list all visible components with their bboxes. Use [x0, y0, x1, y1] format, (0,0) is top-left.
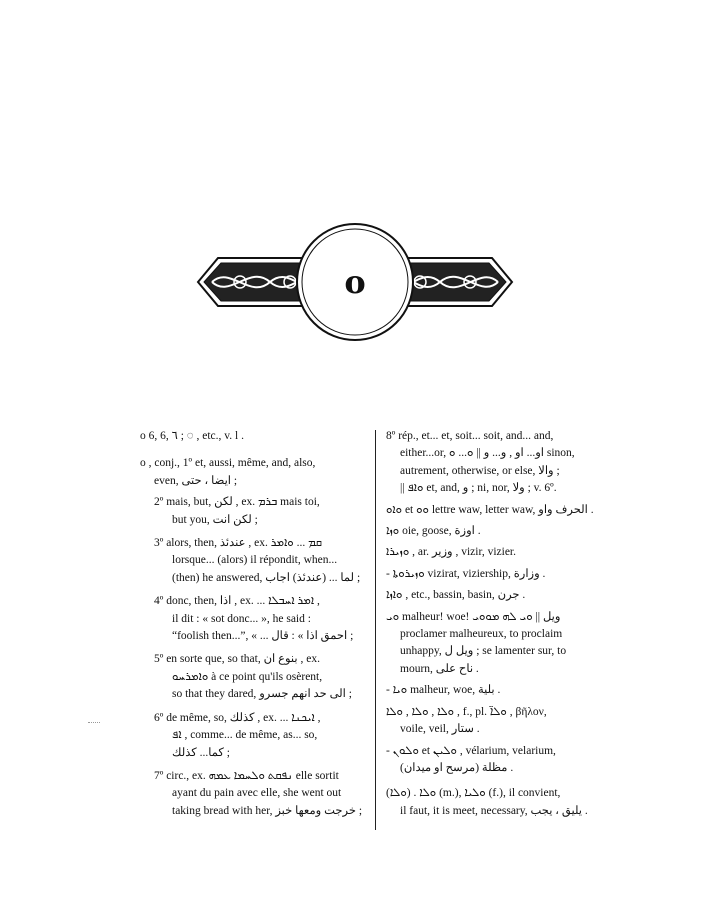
- entry-line: ܘܙܐ oie, goose, اوزة .: [386, 525, 481, 538]
- entry-line: voile, veil, ستار .: [400, 723, 480, 736]
- entry-line: but you, لكن انت ;: [172, 513, 258, 526]
- entry-line: (then) he answered, لما ... (عندئذ) اجاب ;: [172, 571, 361, 584]
- entry-line: - ܘܙܝܪܘܬܐ vizirat, viziership, وزارة .: [386, 567, 546, 580]
- entry-line: 2º mais, but, لكن , ex. ܒܪܡ mais toi,: [154, 496, 320, 509]
- left-column: [140, 428, 368, 826]
- header-ornament: [190, 220, 520, 345]
- entry-line: 8º rép., et... et, soit... soit, and... and,: [386, 430, 554, 442]
- entry-line: (ܘܠܐ) . ܘܠܐ (m.), ܘܠܝܐ (f.), il convient,: [386, 787, 561, 800]
- entry-line: ܘܙܝܪܐ , ar. وزير , vizir, vizier.: [386, 546, 517, 559]
- entry-line: 6º de même, so, كذلك , ex. ... ܐܝܟܢܐ ,: [154, 711, 321, 724]
- entry-line: - ܘܠܘܢ et ܘܠܝܢ , vélarium, velarium,: [386, 744, 556, 757]
- entry-line: il faut, it is meet, necessary, يليق ، يجب .: [400, 804, 588, 817]
- entry-line: proclamer malheureux, to proclaim: [400, 628, 563, 641]
- entry-line: taking bread with her, خرجت ومعها خبز ;: [172, 804, 363, 817]
- entry-line: 4º donc, then, اذا , ex. ... ܐܡܪ ܐܚܒܠܐ ,: [154, 595, 320, 608]
- entry-line: 5º en sorte que, so that, بنوع ان , ex.: [154, 653, 320, 666]
- entry-line: - ܘܝܐ malheur, woe, بلية .: [386, 684, 501, 697]
- entry-line: “foolish then...”, « ... احمق اذا » : قال ;: [172, 630, 354, 643]
- entry-line: either...or, او... او , و... و || ܘ... ܘ sinon,: [400, 447, 575, 460]
- entry-line: lorsque... (alors) il répondit, when...: [172, 554, 338, 567]
- entry-line: ܐܦ , comme... de même, as... so,: [172, 729, 318, 742]
- entry-line: unhappy, ويل ل ; se lamenter sur, to: [400, 645, 567, 658]
- entry-line: ܘܐܘ et ܘܘ lettre waw, letter waw, الحرف واو .: [386, 503, 594, 516]
- entry-line: ܘܝ malheur! woe! ويل || ܘܝ ܠܗ ܡܘܘܝ: [386, 610, 561, 623]
- entry-line: ο , conj., 1º et, aussi, même, and, also,: [140, 457, 316, 470]
- entry-line: || ܘܐܦ et, and, و ; ni, nor, ولا ; v. 6º.: [400, 482, 557, 495]
- entry-line: كما... كذلك ;: [172, 746, 230, 759]
- ornament-medallion: [297, 224, 413, 340]
- entry-line: ο 6, 6, ٦ ; ◌ , etc., v. l .: [140, 430, 244, 442]
- margin-mark: [88, 722, 100, 726]
- entry-line: 7º circ., ex. ܢܦܩܬ ܘܠܚܡܐ ܥܡܗ elle sortit: [154, 769, 339, 782]
- header-letter: ο: [344, 263, 366, 301]
- entry-line: ܘܐܡܪܚܘ à ce point qu'ils osèrent,: [172, 670, 323, 683]
- entry-line: autrement, otherwise, or else, والا ;: [400, 464, 560, 477]
- entry-line: so that they dared, الى حد انهم جسرو ;: [172, 688, 352, 701]
- entry-line: 3º alors, then, عندئذ , ex. ܩܡ ... ܘܐܡܪ: [154, 537, 323, 550]
- entry-line: il dit : « sot donc... », he said :: [172, 612, 311, 625]
- entry-line: ayant du pain avec elle, she went out: [172, 787, 342, 800]
- entry-line: even, ايضا ، حتى ;: [154, 474, 238, 487]
- entry-line: مظلة (مرسح او ميدان) .: [400, 761, 514, 774]
- right-column: [386, 428, 598, 830]
- entry-line: ܘܠܐ , ܘܠܐ , ܘܠܐ , f., pl. ܘܠܐ̈ , βῆλον,: [386, 705, 547, 718]
- entry-line: ܘܐܙܐ , etc., bassin, basin, جرن .: [386, 589, 526, 602]
- column-divider: [375, 430, 376, 830]
- entry-line: mourn, ناح على .: [400, 662, 479, 675]
